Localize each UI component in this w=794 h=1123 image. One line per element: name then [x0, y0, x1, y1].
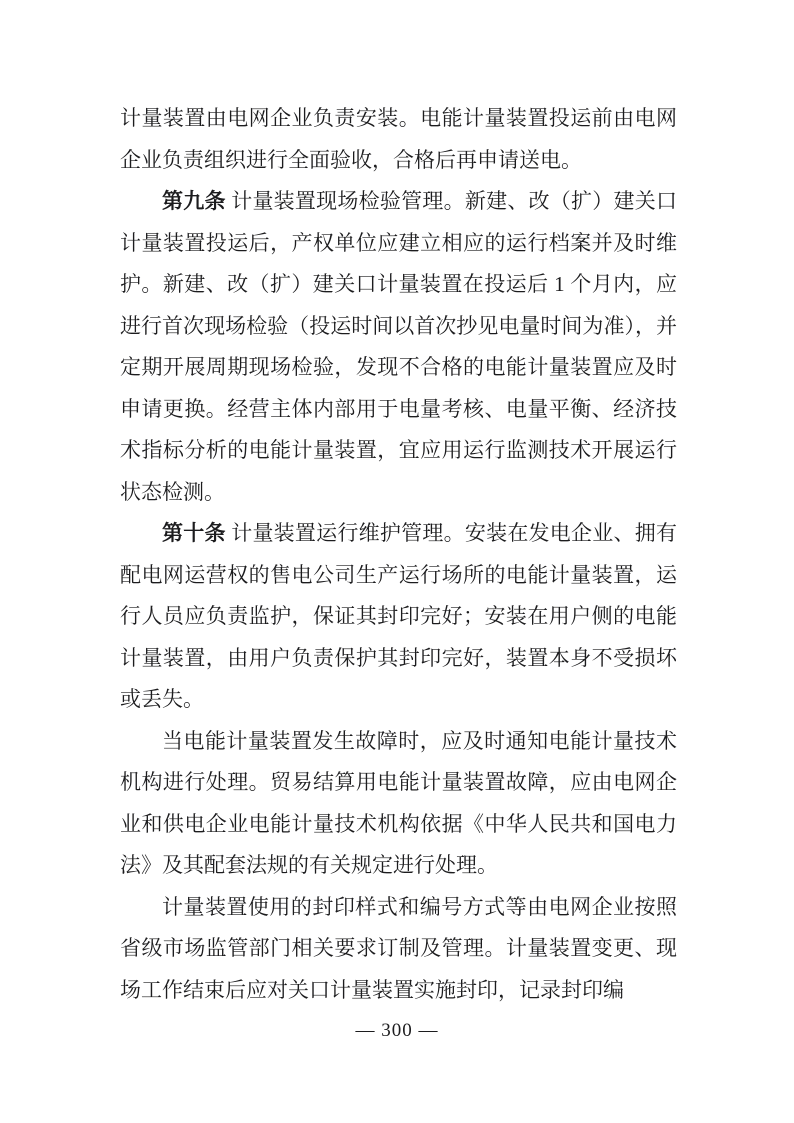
document-body	[120, 98, 677, 1011]
footer-page-number: — 300 —	[355, 1020, 439, 1041]
body-text-run: 计量装置由电网企业负责安装。电能计量装置投运前由电网企业负责组织进行全面验收，合格后再申请送电。	[120, 106, 677, 172]
body-text-run: 计量装置运行维护管理。安装在发电企业、拥有配电网运营权的售电公司生产运行场所的电能计量装置，运行人员应负责监护，保证其封印完好；安装在用户侧的电能计量装置，由用户负责保护其封印完好，装置本身不受损坏或丢失。	[120, 521, 677, 711]
article-heading-text: 第九条	[162, 189, 226, 213]
body-text-run: 计量装置现场检验管理。新建、改（扩）建关口计量装置投运后，产权单位应建立相应的运行档案并及时维护。新建、改（扩）建关口计量装置在投运后 1 个月内，应进行首次现场检验（投运时间以首次抄见电量时间为准），并定期开展周期现场检验，发现不合格的电能计量装置应及时申请更换。经营主体内部用于电量考核、电量平衡、经济技术指标分析的电能计量装置，宜应用运行监测技术开展运行状态检测。	[120, 189, 677, 504]
body-text-run: 当电能计量装置发生故障时，应及时通知电能计量技术机构进行处理。贸易结算用电能计量装置故障，应由电网企业和供电企业电能计量技术机构依据《中华人民共和国电力法》及其配套法规的有关规定进行处理。	[120, 728, 677, 877]
paragraph	[120, 513, 677, 721]
paragraph	[120, 98, 677, 181]
paragraph	[120, 181, 677, 513]
body-text-run: 计量装置使用的封印样式和编号方式等由电网企业按照省级市场监管部门相关要求订制及管理。计量装置变更、现场工作结束后应对关口计量装置实施封印，记录封印编	[120, 894, 677, 1002]
article-heading-text: 第十条	[162, 521, 226, 545]
paragraph	[120, 887, 677, 1012]
paragraph	[120, 721, 677, 887]
